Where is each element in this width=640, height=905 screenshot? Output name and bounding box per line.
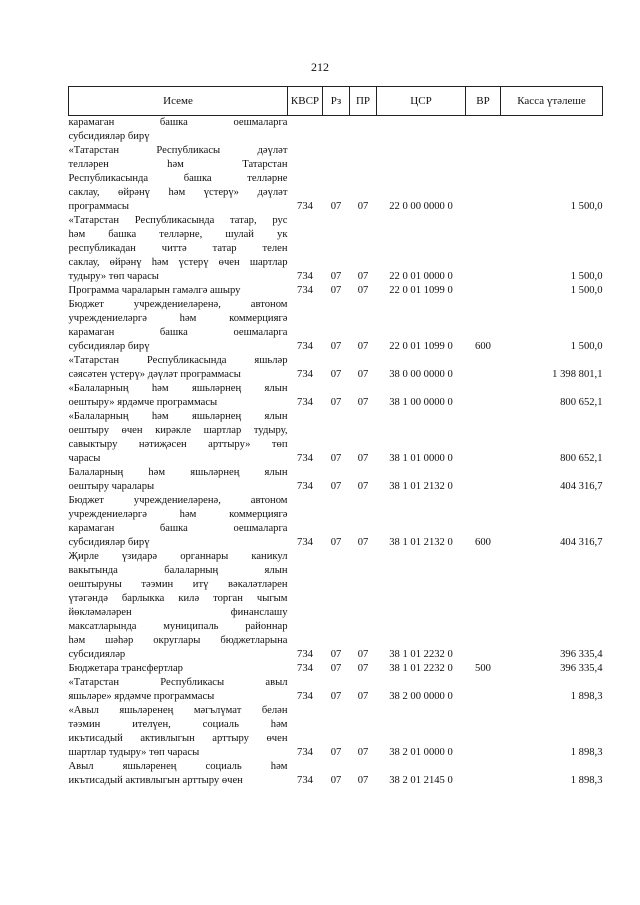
row-csr: 38 1 01 2132 0 [389, 481, 453, 492]
row-csr: 38 1 01 0000 0 [389, 453, 453, 464]
row-name-line: Бюджет учреждениеләренә, автоном [68, 299, 288, 310]
row-amount: 404 316,7 [560, 481, 603, 492]
row-vr [466, 354, 501, 382]
row-vr [466, 466, 501, 494]
table-row [69, 662, 603, 676]
table-row [69, 466, 603, 494]
row-name [69, 354, 288, 382]
row-name [69, 662, 288, 676]
row-name-line: оештыру» ярдәмче программасы [68, 397, 218, 408]
row-kvsr: 734 [297, 285, 313, 296]
header-vr: ВР [466, 87, 501, 116]
row-pr: 07 [357, 285, 369, 296]
row-kvsr: 734 [297, 271, 313, 282]
row-name-line: «Татарстан Республикасы дәүләт [68, 145, 288, 156]
row-rz: 07 [330, 649, 342, 660]
row-vr [466, 214, 501, 284]
row-name-line: Программа чараларын гамәлгә ашыру [68, 285, 241, 296]
row-name-line: Бюджетара трансфертлар [68, 663, 183, 674]
row-name [69, 550, 288, 662]
row-name-line: тәэмин ителүен, социаль һәм [68, 719, 288, 730]
row-kvsr: 734 [297, 341, 313, 352]
row-kvsr: 734 [297, 691, 313, 702]
row-pr: 07 [357, 537, 369, 548]
row-rz: 07 [330, 775, 342, 786]
row-name [69, 116, 288, 145]
row-name-line: «Балаларның һәм яшьләрнең ялын [68, 383, 288, 394]
row-pr: 07 [357, 775, 369, 786]
row-name-line: шартлар тудыру» төп чарасы [68, 747, 200, 758]
row-kvsr: 734 [297, 481, 313, 492]
row-csr: 38 2 01 0000 0 [389, 747, 453, 758]
row-name-line: яшьләре» ярдәмче программасы [68, 691, 215, 702]
row-csr: 38 0 00 0000 0 [389, 369, 453, 380]
row-name [69, 494, 288, 550]
table-row [69, 760, 603, 788]
row-rz: 07 [330, 397, 342, 408]
row-name-line: чарасы [68, 453, 101, 464]
row-pr: 07 [357, 663, 369, 674]
row-name-line: үтәгәндә барлыкка килә торган чыгым [68, 593, 288, 604]
budget-table [68, 86, 603, 788]
row-kvsr [288, 116, 323, 145]
row-kvsr: 734 [297, 369, 313, 380]
header-name: Исеме [69, 87, 288, 116]
header-pr: ПР [350, 87, 377, 116]
row-kvsr: 734 [297, 663, 313, 674]
row-name-line: «Балаларның һәм яшьләрнең ялын [68, 411, 288, 422]
row-name-line: Республикасында башка телләрне [68, 173, 288, 184]
header-csr: ЦСР [377, 87, 466, 116]
row-vr [466, 144, 501, 214]
header-kvsr: КВСР [288, 87, 323, 116]
row-name [69, 284, 288, 298]
row-amount: 1 398 801,1 [552, 369, 603, 380]
row-vr: 600 [475, 537, 491, 548]
table-row [69, 214, 603, 284]
row-name [69, 144, 288, 214]
row-name-line: субсидияләр бирү [68, 131, 150, 142]
row-pr: 07 [357, 271, 369, 282]
row-name-line: «Татарстан Республикасында татар, рус [68, 215, 288, 226]
row-pr: 07 [357, 453, 369, 464]
row-rz: 07 [330, 663, 342, 674]
row-name-line: учреждениеләргә һәм коммерциягә [68, 313, 288, 324]
row-vr [466, 760, 501, 788]
row-amount: 396 335,4 [560, 663, 603, 674]
row-rz: 07 [330, 747, 342, 758]
row-kvsr: 734 [297, 201, 313, 212]
row-rz: 07 [330, 285, 342, 296]
row-name-line: һәм башка телләрне, шулай ук [68, 229, 288, 240]
row-name-line: максатларында муниципаль районнар [68, 621, 288, 632]
row-name [69, 382, 288, 410]
row-pr: 07 [357, 747, 369, 758]
row-name-line: Балаларның һәм яшьләрнең ялын [68, 467, 288, 478]
page-number: 212 [311, 60, 329, 74]
row-kvsr: 734 [297, 775, 313, 786]
row-name-line: саклау, өйрәнү һәм үстерү өчен шартлар [68, 257, 288, 268]
row-pr: 07 [357, 397, 369, 408]
row-name [69, 410, 288, 466]
row-vr: 600 [475, 341, 491, 352]
row-name [69, 466, 288, 494]
row-name-line: Бюджет учреждениеләренә, автоном [68, 495, 288, 506]
row-kvsr: 734 [297, 397, 313, 408]
row-name-line: оештыру чаралары [68, 481, 155, 492]
row-csr [377, 116, 466, 145]
row-csr: 22 0 01 1099 0 [389, 341, 453, 352]
row-name-line: һәм шәһәр округлары бюджетларына [68, 635, 288, 646]
row-name-line: икътисадый активлыгын арттыру өчен [68, 733, 288, 744]
table-row [69, 494, 603, 550]
row-kvsr: 734 [297, 537, 313, 548]
row-vr [466, 382, 501, 410]
row-amount: 1 898,3 [570, 775, 603, 786]
row-vr: 500 [475, 663, 491, 674]
row-pr: 07 [357, 649, 369, 660]
row-rz: 07 [330, 369, 342, 380]
row-csr: 38 1 00 0000 0 [389, 397, 453, 408]
row-name [69, 676, 288, 704]
table-row [69, 676, 603, 704]
row-name-line: «Авыл яшьләренең мәгълүмат белән [68, 705, 288, 716]
row-rz: 07 [330, 453, 342, 464]
row-csr: 38 1 01 2132 0 [389, 537, 453, 548]
row-name-line: йөкләмәләрен финанслашу [68, 607, 288, 618]
row-name-line: карамаган башка оешмаларга [68, 523, 288, 534]
row-rz: 07 [330, 271, 342, 282]
table-row [69, 116, 603, 145]
row-vr [466, 284, 501, 298]
header-rz: Рз [323, 87, 350, 116]
row-name [69, 298, 288, 354]
row-name-line: субсидияләр бирү [68, 537, 150, 548]
row-amount: 396 335,4 [560, 649, 603, 660]
row-vr [466, 116, 501, 145]
table-row [69, 550, 603, 662]
row-amount: 1 898,3 [570, 747, 603, 758]
row-csr: 38 2 01 2145 0 [389, 775, 453, 786]
row-pr: 07 [357, 481, 369, 492]
row-rz: 07 [330, 691, 342, 702]
row-kvsr: 734 [297, 747, 313, 758]
row-name-line: оештыру өчен кирәкле шартлар тудыру, [68, 425, 288, 436]
row-rz: 07 [330, 341, 342, 352]
table-row [69, 704, 603, 760]
row-kvsr: 734 [297, 649, 313, 660]
row-name-line: субсидияләр [68, 649, 126, 660]
row-amount: 1 500,0 [570, 285, 603, 296]
row-rz: 07 [330, 481, 342, 492]
row-name [69, 214, 288, 284]
row-amount: 1 500,0 [570, 341, 603, 352]
row-kvsr: 734 [297, 453, 313, 464]
table-row [69, 354, 603, 382]
row-rz: 07 [330, 537, 342, 548]
row-name-line: республикадан читтә татар телен [68, 243, 288, 254]
row-name-line: Җирле үзидарә органнары каникул [68, 551, 288, 562]
row-name-line: карамаган башка оешмаларга [68, 117, 288, 128]
row-pr: 07 [357, 691, 369, 702]
table-header-row [69, 87, 603, 116]
row-name-line: тудыру» төп чарасы [68, 271, 159, 282]
row-amount: 404 316,7 [560, 537, 603, 548]
table-row [69, 382, 603, 410]
row-name-line: субсидияләр бирү [68, 341, 150, 352]
table-row [69, 298, 603, 354]
row-amount [501, 116, 603, 145]
table-row [69, 284, 603, 298]
row-name-line: икътисадый активлыгын арттыру өчен [68, 775, 243, 786]
row-pr: 07 [357, 369, 369, 380]
row-name-line: программасы [68, 201, 129, 212]
row-csr: 38 1 01 2232 0 [389, 663, 453, 674]
row-csr: 22 0 01 1099 0 [389, 285, 453, 296]
row-amount: 800 652,1 [560, 453, 603, 464]
row-amount: 1 898,3 [570, 691, 603, 702]
row-rz [323, 116, 350, 145]
row-vr [466, 676, 501, 704]
row-name-line: оештыруны тәэмин итү вәкаләтләрен [68, 579, 288, 590]
row-name-line: сәясәтен үстерү» дәүләт программасы [68, 369, 241, 380]
table-row [69, 144, 603, 214]
row-name-line: карамаган башка оешмаларга [68, 327, 288, 338]
row-csr: 22 0 01 0000 0 [389, 271, 453, 282]
row-amount: 1 500,0 [570, 201, 603, 212]
row-amount: 800 652,1 [560, 397, 603, 408]
row-csr: 22 0 00 0000 0 [389, 201, 453, 212]
row-pr: 07 [357, 201, 369, 212]
row-pr [350, 116, 377, 145]
row-rz: 07 [330, 201, 342, 212]
header-kassa: Касса үтәлеше [501, 87, 603, 116]
row-name [69, 704, 288, 760]
row-name-line: «Татарстан Республикасында яшьләр [68, 355, 288, 366]
row-vr [466, 410, 501, 466]
row-name-line: «Татарстан Республикасы авыл [68, 677, 288, 688]
row-name-line: телләрен һәм Татарстан [68, 159, 288, 170]
table-row [69, 410, 603, 466]
row-name [69, 760, 288, 788]
row-name-line: учреждениеләргә һәм коммерциягә [68, 509, 288, 520]
row-amount: 1 500,0 [570, 271, 603, 282]
row-name-line: савыктыру нәтиҗәсен арттыру» төп [68, 439, 288, 450]
row-name-line: вакытында балаларның ялын [68, 565, 288, 576]
row-vr [466, 704, 501, 760]
row-pr: 07 [357, 341, 369, 352]
row-csr: 38 2 00 0000 0 [389, 691, 453, 702]
row-vr [466, 550, 501, 662]
row-csr: 38 1 01 2232 0 [389, 649, 453, 660]
row-name-line: саклау, өйрәнү һәм үстерү» дәүләт [68, 187, 288, 198]
row-name-line: Авыл яшьләренең социаль һәм [68, 761, 288, 772]
